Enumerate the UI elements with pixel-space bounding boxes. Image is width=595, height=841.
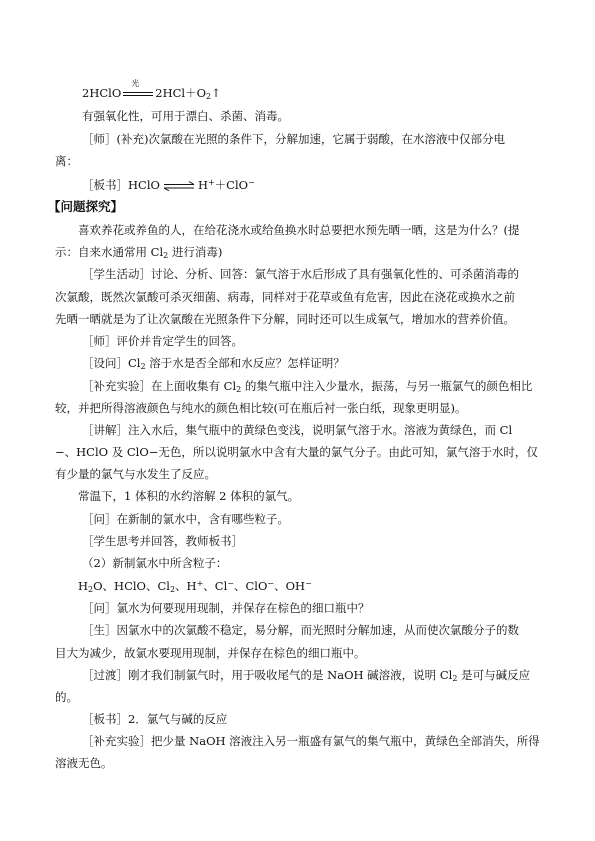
text-line: ［问］在新制的氯水中，含有哪些粒子。: [82, 512, 289, 526]
text-line: ［补充实验］在上面收集有 $Cl_2$ 的集气瓶中注入少量水，振荡，与另一瓶氯气的颜色相比: [82, 379, 533, 394]
text-line: 目大为减少，故氯水要现用现制，并保存在棕色的细口瓶中。: [55, 646, 366, 660]
text-line: 次氯酸，既然次氯酸可杀灭细菌、病毒，同样对于花草或鱼有危害，因此在浇花或换水之前: [55, 290, 515, 304]
text-line: ［师］评价并肯定学生的回答。: [82, 334, 243, 348]
text-line: 示：自来水通常用 $Cl_2$ 进行消毒): [55, 245, 223, 260]
text-line: 喜欢养花或养鱼的人，在给花浇水或给鱼换水时总要把水预先晒一晒，这是为什么？(提: [78, 223, 520, 237]
text-line: ［补充实验］把少量 NaOH 溶液注入另一瓶盛有氯气的集气瓶中，黄绿色全部消失，所得: [82, 734, 540, 748]
species-list: $H_2O$、HClO、$Cl_2$、H+、Cl−、ClO−、OH−: [78, 579, 312, 594]
equation-products: 2HCl＋O: [155, 86, 207, 100]
text-line: 常温下，1 体积的水约溶解 2 体积的氯气。: [78, 489, 300, 503]
equation-reactant: 2HClO: [82, 86, 122, 100]
text-line: 的。: [55, 690, 78, 704]
text-line: ［生］因氯水中的次氯酸不稳定，易分解，而光照时分解加速，从而使次氯酸分子的数: [82, 623, 519, 637]
text-line: 先晒一晒就是为了让次氯酸在光照条件下分解，同时还可以生成氧气，增加水的营养价值。: [55, 312, 515, 326]
text-line: 有少量的氯气与水发生了反应。: [55, 467, 216, 481]
text-line: 有强氧化性，可用于漂白、杀菌、消毒。: [82, 109, 289, 123]
reversible-arrow-icon: [162, 181, 196, 191]
text-line: ［学生活动］讨论、分析、回答：氯气溶于水后形成了具有强氧化性的、可杀菌消毒的: [82, 267, 519, 281]
text-line: −、HClO 及 ClO−无色，所以说明氯水中含有大量的氯气分子。由此可知，氯气溶于水时，仅: [55, 445, 538, 459]
text-line: 溶液无色。: [55, 756, 113, 770]
text-line: ［设问$]Cl_2$ 溶于水是否全部和水反应？怎样证明？: [82, 356, 345, 371]
gas-arrow: ↑: [211, 86, 221, 100]
text-line: ［板书］2．氯气与碱的反应: [82, 712, 228, 726]
text-line: （2）新制氯水中所含粒子：: [82, 556, 228, 570]
ionization-equation: ［板书］HClO H+＋ClO−: [82, 178, 255, 192]
text-line: ［问］氯水为何要现用现制，并保存在棕色的细口瓶中？: [82, 601, 370, 615]
text-line: ［师］(补充)次氯酸在光照的条件下，分解加速，它属于弱酸，在水溶液中仅部分电: [82, 132, 505, 146]
text-line: ［讲解］注入水后，集气瓶中的黄绿色变浅，说明氯气溶于水。溶液为黄绿色，而 Cl: [82, 423, 513, 437]
reaction-arrow-with-condition: [123, 79, 153, 99]
text-line: ［学生思考并回答，教师板书］: [82, 534, 243, 548]
text-line: 离：: [55, 154, 78, 168]
section-heading: 【问题探究】: [48, 199, 124, 214]
photolysis-equation: 2HClO 光 $2HCl+O_2↑$: [82, 85, 545, 101]
text-line: ［过渡］刚才我们制氯气时，用于吸收尾气的是 NaOH 碱溶液，说明 $Cl_2$ 是可与碱反应: [82, 668, 531, 683]
reaction-condition-light: 光: [131, 79, 140, 88]
text-line: 较，并把所得溶液颜色与纯水的颜色相比较(可在瓶后衬一张白纸，现象更明显)。: [55, 401, 467, 415]
